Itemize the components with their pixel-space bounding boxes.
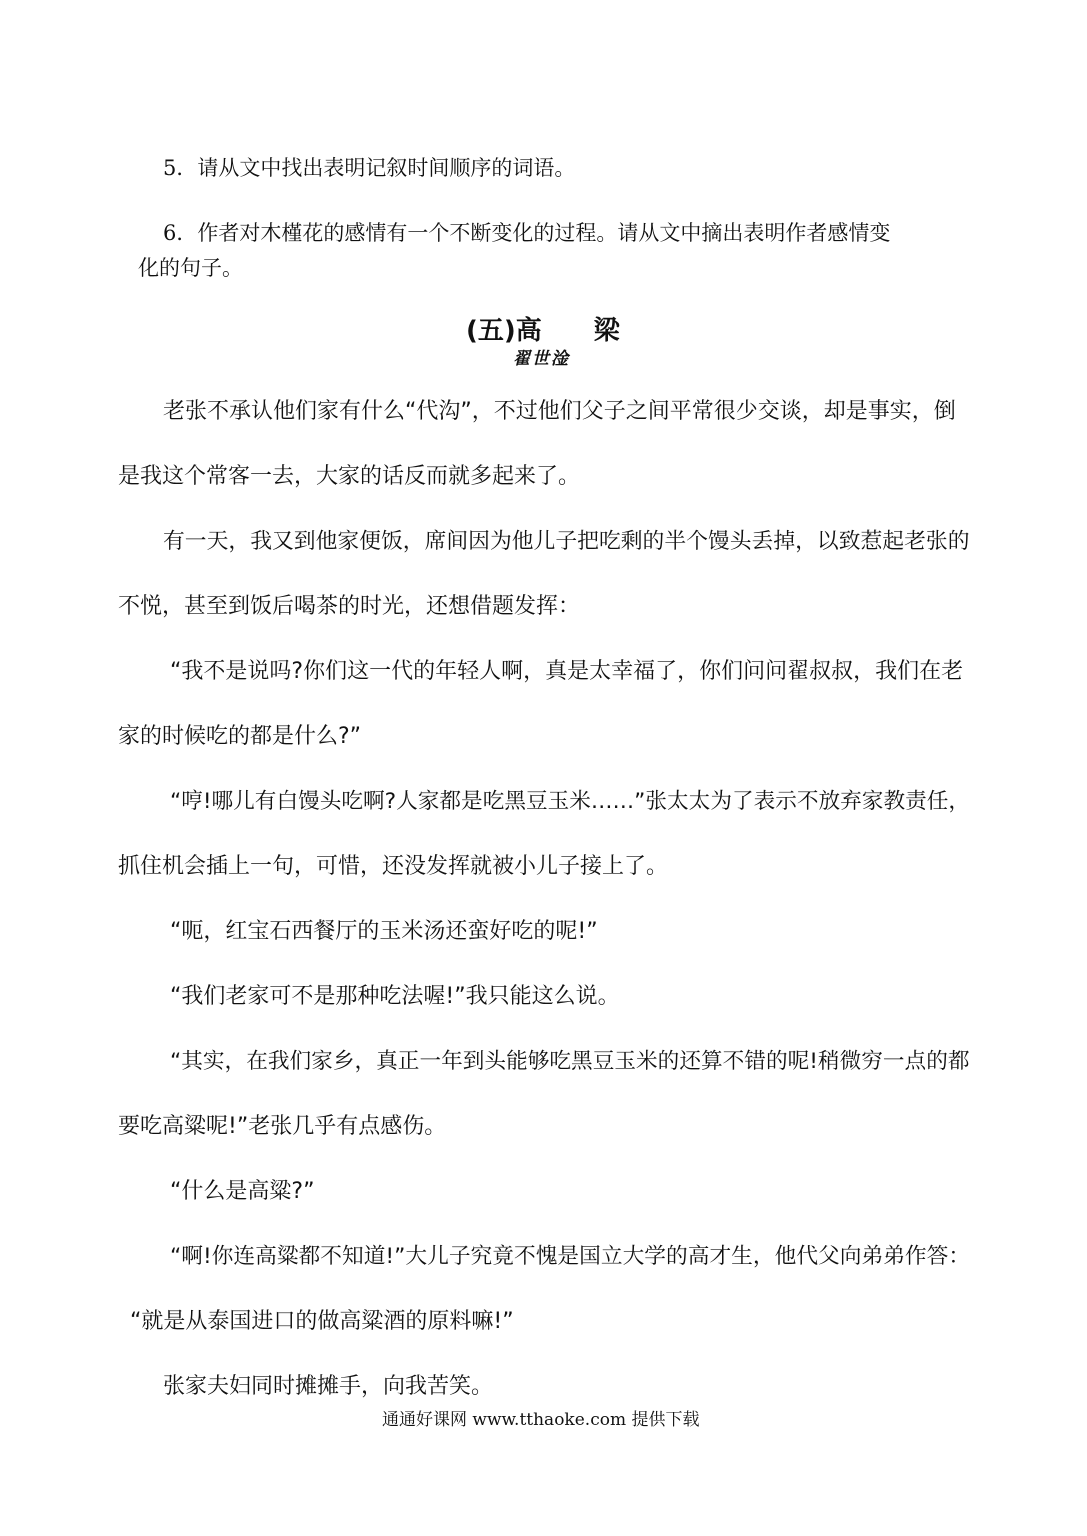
paragraph-2-line-1: 有一天，我又到他家便饭，席间因为他儿子把吃剩的半个馒头丢掉，以致惹起老张的 <box>163 529 970 554</box>
paragraph-7-line-1: “其实，在我们家乡，真正一年到头能够吃黑豆玉米的还算不错的呢!稍微穷一点的都 <box>170 1049 970 1074</box>
paragraph-3-line-1: “我不是说吗?你们这一代的年轻人啊，真是太幸福了，你们问问翟叔叔，我们在老 <box>170 659 964 684</box>
section-number: (五) <box>466 316 516 346</box>
paragraph-6: “我们老家可不是那种吃法喔!”我只能这么说。 <box>170 984 620 1009</box>
footer-credit: 通通好课网 www.tthaoke.com 提供下载 <box>382 1410 700 1430</box>
question-6-line-1: 6．作者对木槿花的感情有一个不断变化的过程。请从文中摘出表明作者感情变 <box>163 221 891 245</box>
paragraph-10: 张家夫妇同时摊摊手，向我苦笑。 <box>163 1374 494 1399</box>
paragraph-1-line-2: 是我这个常客一去，大家的话反而就多起来了。 <box>118 464 581 489</box>
paragraph-9-line-2: “就是从泰国进口的做高粱酒的原料嘛!” <box>130 1309 514 1334</box>
paragraph-1-line-1: 老张不承认他们家有什么“代沟”，不过他们父子之间平常很少交谈，却是事实，倒 <box>163 399 956 424</box>
section-title <box>466 314 620 348</box>
title-char-1: 高 <box>515 316 542 346</box>
question-6-line-2: 化的句子。 <box>138 256 243 280</box>
paragraph-3-line-2: 家的时候吃的都是什么?” <box>118 724 362 749</box>
question-5: 5．请从文中找出表明记叙时间顺序的词语。 <box>163 156 576 180</box>
paragraph-5: “呃，红宝石西餐厅的玉米汤还蛮好吃的呢!” <box>170 919 598 944</box>
paragraph-2-line-2: 不悦，甚至到饭后喝茶的时光，还想借题发挥： <box>118 594 581 619</box>
author-name: 翟世淦 <box>513 349 570 369</box>
paragraph-9-line-1: “啊!你连高粱都不知道!”大儿子究竟不愧是国立大学的高才生，他代父向弟弟作答： <box>170 1244 971 1269</box>
paragraph-8: “什么是高粱?” <box>170 1179 315 1204</box>
paragraph-4-line-2: 抓住机会插上一句，可惜，还没发挥就被小儿子接上了。 <box>118 854 669 879</box>
title-char-2: 梁 <box>593 316 620 346</box>
paragraph-4-line-1: “哼!哪儿有白馒头吃啊?人家都是吃黑豆玉米……”张太太为了表示不放弃家教责任， <box>170 789 971 814</box>
paragraph-7-line-2: 要吃高粱呢!”老张几乎有点感伤。 <box>118 1114 447 1139</box>
